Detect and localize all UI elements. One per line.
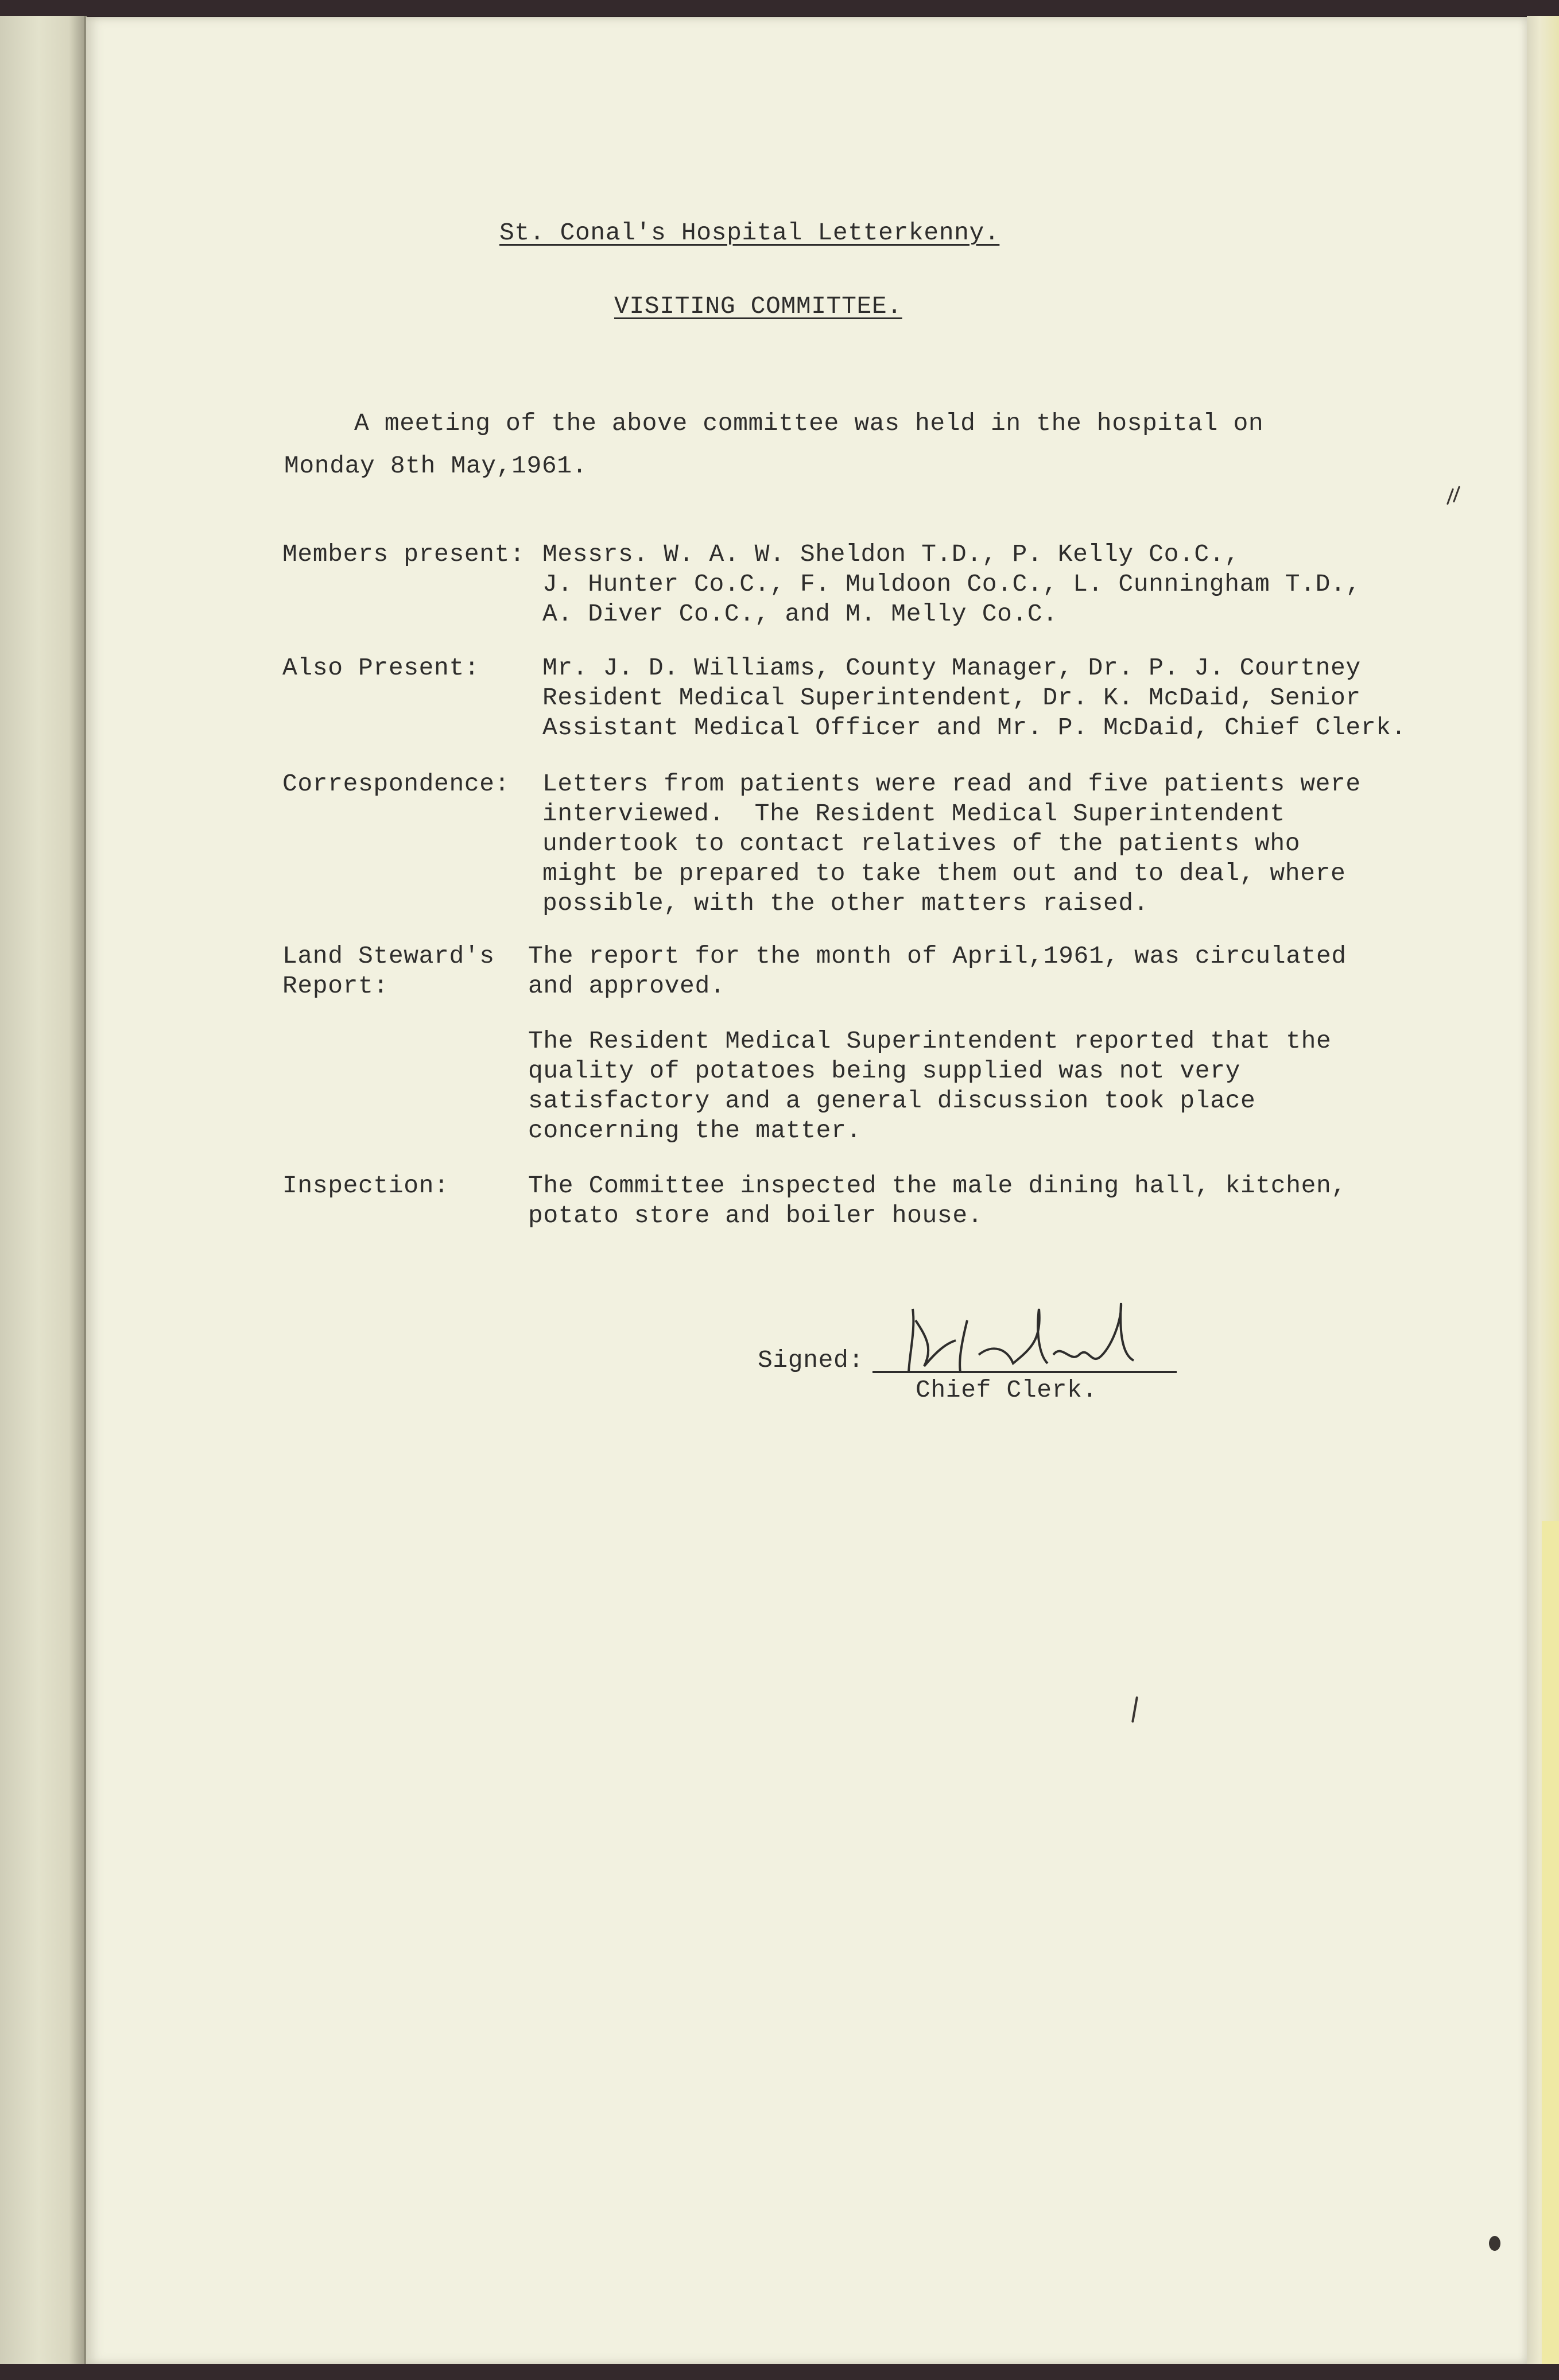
section-label [282, 941, 495, 1001]
label-line: Also Present: [282, 654, 480, 682]
intro-paragraph [284, 409, 1263, 481]
document-subtitle: VISITING COMMITTEE. [614, 292, 902, 320]
label-line: Correspondence: [282, 770, 510, 798]
text-line: concerning the matter. [528, 1117, 862, 1145]
section-label [282, 1171, 449, 1201]
section-label [282, 769, 510, 799]
inspection-text [528, 1171, 1347, 1231]
document-title: St. Conal's Hospital Letterkenny. [499, 219, 1000, 247]
signatory-title: Chief Clerk. [916, 1376, 1097, 1404]
section-label [282, 653, 479, 683]
signed-label: Signed: [758, 1346, 864, 1374]
text-line: and approved. [528, 972, 726, 1000]
text-line: potato store and boiler house. [528, 1201, 983, 1230]
text-line: quality of potatoes being supplied was not very [528, 1057, 1240, 1085]
scan-top-border [0, 0, 1559, 16]
text-line: undertook to contact relatives of the patients who [542, 829, 1301, 858]
text-line: The Resident Medical Superintendent reported that the [528, 1027, 1332, 1055]
label-line: Members present: [282, 540, 525, 568]
text-line: satisfactory and a general discussion took place [528, 1087, 1256, 1115]
signature-line [872, 1371, 1177, 1373]
text-line: Assistant Medical Officer and Mr. P. McDaid, Chief Clerk. [542, 714, 1407, 742]
section-label [282, 540, 525, 569]
text-line: possible, with the other matters raised. [542, 889, 1149, 917]
text-line: might be prepared to take them out and to deal, where [542, 859, 1346, 887]
label-line: Land Steward's [282, 942, 495, 970]
correspondence-text [542, 769, 1361, 918]
ink-speck [1489, 2236, 1500, 2251]
also-present-text [542, 653, 1406, 743]
text-line: A. Diver Co.C., and M. Melly Co.C. [542, 600, 1058, 628]
land-steward-report-text [528, 941, 1347, 1001]
text-line: Mr. J. D. Williams, County Manager, Dr. P. J. Courtney [542, 654, 1361, 682]
label-line: Report: [282, 972, 389, 1000]
text-line: Messrs. W. A. W. Sheldon T.D., P. Kelly Co.C., [542, 540, 1240, 568]
potato-quality-text [528, 1026, 1331, 1146]
scan-bottom-border [0, 2364, 1559, 2380]
intro-line: Monday 8th May,1961. [284, 452, 588, 480]
facing-page-edge [0, 16, 86, 2364]
members-present-text [542, 540, 1361, 629]
label-line: Inspection: [282, 1172, 449, 1200]
text-line: J. Hunter Co.C., F. Muldoon Co.C., L. Cunningham T.D., [542, 570, 1361, 598]
text-line: interviewed. The Resident Medical Superintendent [542, 800, 1285, 828]
handwritten-signature [893, 1286, 1180, 1383]
text-line: The Committee inspected the male dining hall, kitchen, [528, 1172, 1347, 1200]
intro-line: A meeting of the above committee was held in the hospital on [354, 409, 1264, 437]
text-line: Letters from patients were read and five patients were [542, 770, 1361, 798]
yellow-page-edge [1542, 1521, 1559, 2365]
text-line: Resident Medical Superintendent, Dr. K. McDaid, Senior [542, 684, 1361, 712]
text-line: The report for the month of April,1961, was circulated [528, 942, 1347, 970]
